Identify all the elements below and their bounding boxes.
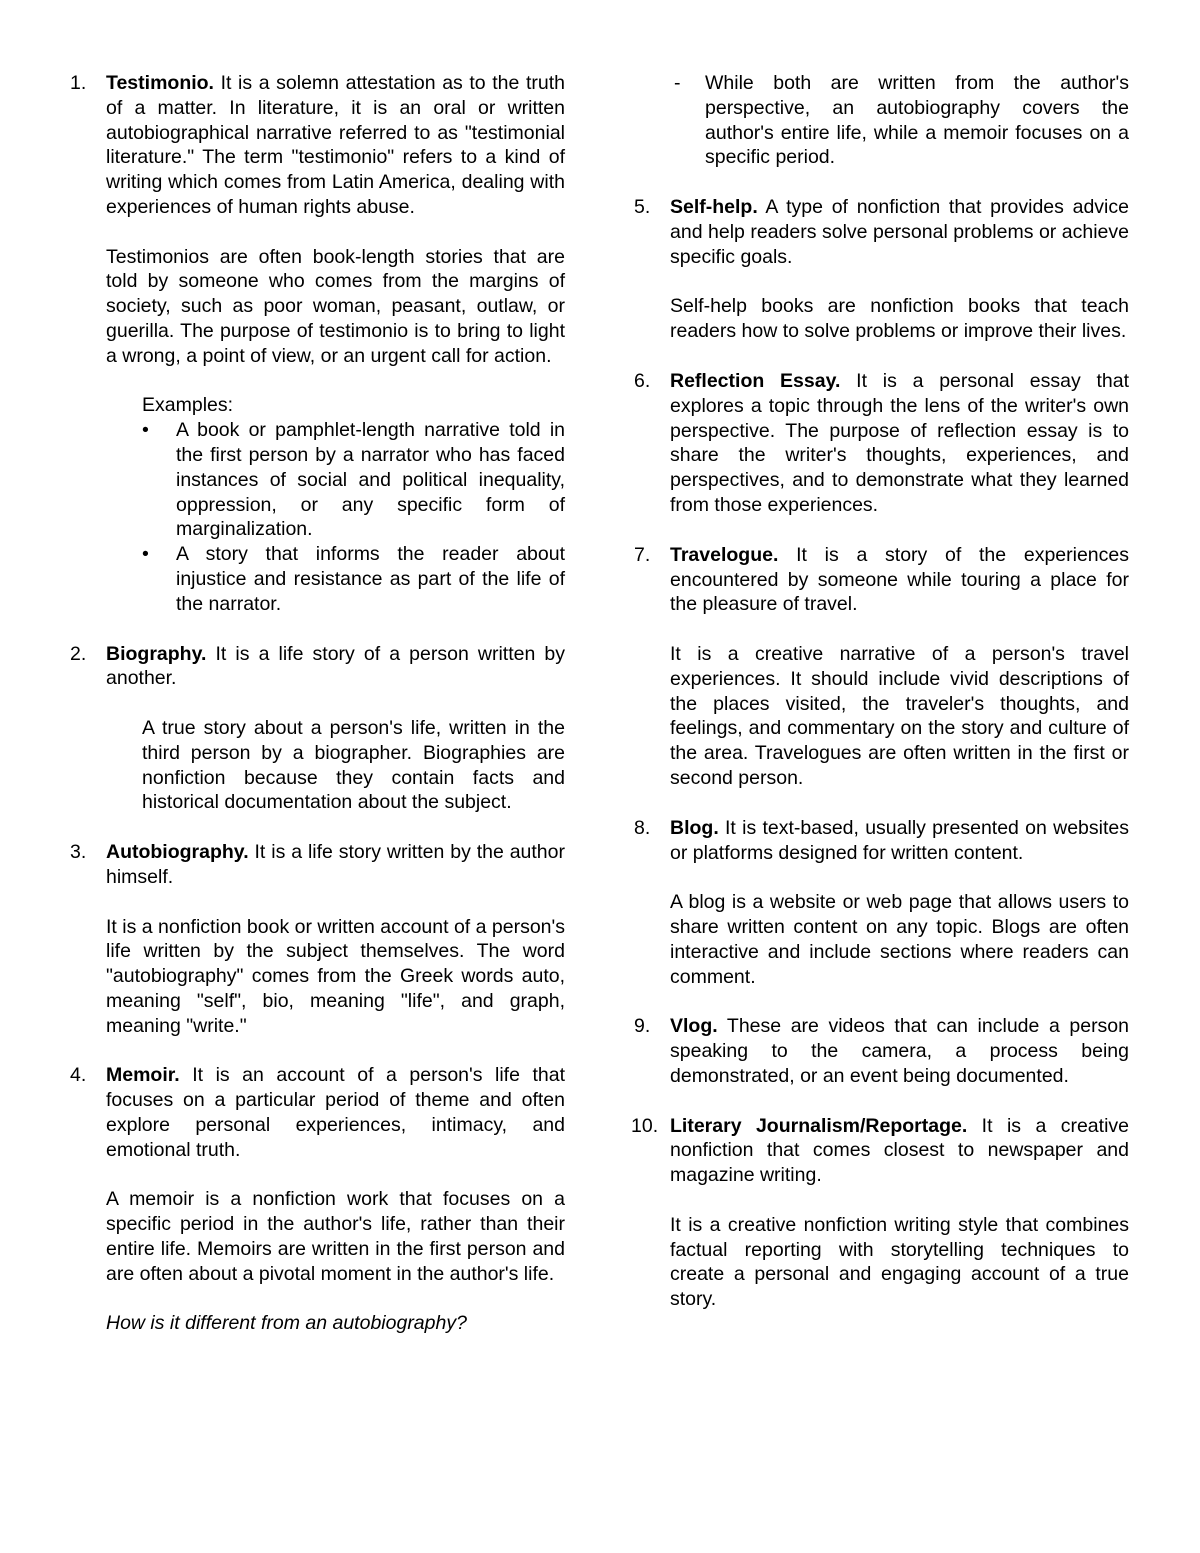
list-item-memoir	[70, 1063, 565, 1336]
item-term: Blog.	[670, 816, 719, 839]
examples-block	[106, 393, 565, 616]
item-definition	[106, 642, 565, 692]
bullet-icon: •	[142, 419, 149, 442]
item-number: 10.	[631, 1114, 659, 1137]
item-number: 2.	[70, 642, 87, 665]
list-item-blog	[634, 816, 1129, 990]
list-item-literary-journalism	[631, 1114, 1129, 1312]
list-item-testimonio	[70, 71, 565, 617]
item-term: Memoir.	[106, 1064, 180, 1087]
item-paragraph: Testimonios are often book-length stories that are told by someone who comes from the margins of society, such as poor woman, peasant, outlaw, or guerilla. The purpose of testimonio is to bring to light a wrong, a point of view, or an urgent call for action.	[106, 245, 565, 367]
item-number: 7.	[634, 543, 651, 566]
item-number: 4.	[70, 1064, 87, 1087]
item-definition	[106, 71, 565, 220]
item-paragraph: A blog is a website or web page that allows users to share written content on any topic. Blogs are often interactive and include sections where readers can comment.	[670, 891, 1129, 988]
item-definition	[106, 840, 565, 890]
item-term: Reflection Essay.	[670, 369, 841, 392]
bullet-icon: •	[142, 543, 149, 566]
item-def-text: It is an account of a person's life that focuses on a particular period of theme and often explore personal experiences, intimacy, and emotional truth.	[106, 1064, 565, 1161]
item-definition	[670, 369, 1129, 518]
question-text: How is it different from an autobiography?	[106, 1312, 467, 1335]
dash-marker: -	[674, 72, 681, 94]
item-paragraph: It is a nonfiction book or written account of a person's life written by the subject themselves. The word "autobiography" comes from the Greek words auto, meaning "self", bio, meaning "life", and graph, meaning "write."	[106, 915, 565, 1037]
list-item-travelogue	[634, 543, 1129, 791]
item-term: Autobiography.	[106, 841, 249, 864]
right-column	[631, 71, 1129, 1337]
memoir-answer	[634, 71, 1129, 170]
item-paragraph: A true story about a person's life, written in the third person by a biographer. Biographies are nonfiction because they contain facts and historical documentation about the subject.	[142, 716, 565, 814]
example-item: • A story that informs the reader about injustice and resistance as part of the life of the narrator.	[142, 543, 565, 615]
list-item-reflection-essay	[634, 369, 1129, 518]
item-paragraph: A memoir is a nonfiction work that focuses on a specific period in the author's life, rather than their entire life. Memoirs are written in the first person and are often about a pivotal moment in the author's life.	[106, 1188, 565, 1285]
item-def-text: It is a solemn attestation as to the truth of a matter. In literature, it is an oral or written autobiographical narrative referred to as "testimonial literature." The term "testimonio" refers to a kind of writing which comes from Latin America, dealing with experiences of human rights abuse.	[106, 72, 565, 218]
item-number: 5.	[634, 196, 651, 219]
item-def-text: It is a creative nonfiction that comes closest to newspaper and magazine writing.	[670, 1114, 1129, 1187]
item-number: 8.	[634, 816, 651, 839]
item-def-text: It is a life story of a person written by another.	[106, 642, 565, 690]
item-term: Vlog.	[670, 1015, 718, 1038]
item-def-text: It is text-based, usually presented on websites or platforms designed for written content.	[670, 816, 1129, 864]
item-number: 3.	[70, 841, 87, 864]
examples-list	[106, 418, 565, 616]
example-item: • A book or pamphlet-length narrative told in the first person by a narrator who has faced instances of social and political inequality, oppression, or any specific form of marginalization.	[142, 419, 565, 541]
item-term: Biography.	[106, 642, 207, 665]
item-paragraph: It is a creative narrative of a person's travel experiences. It should include vivid descriptions of the places visited, the traveler's thoughts, and feelings, and commentary on the story and culture of the area. Travelogues are often written in the first or second person.	[670, 642, 1129, 789]
item-def-text: These are videos that can include a person speaking to the camera, a process being demonstrated, or an event being documented.	[670, 1015, 1129, 1087]
left-column	[70, 71, 565, 1361]
item-term: Literary Journalism/Reportage.	[670, 1114, 968, 1137]
item-number: 9.	[634, 1015, 651, 1038]
item-def-text: It is a story of the experiences encountered by someone while touring a place for the pleasure of travel.	[670, 543, 1129, 616]
item-term: Travelogue.	[670, 543, 779, 566]
item-definition	[670, 195, 1129, 269]
item-definition	[670, 816, 1129, 866]
item-number: 1.	[70, 72, 87, 94]
item-definition	[670, 1114, 1129, 1188]
item-def-text: It is a life story written by the author himself.	[106, 841, 565, 888]
item-term: Self-help.	[670, 196, 758, 219]
list-item-self-help	[634, 195, 1129, 344]
list-item-biography	[70, 642, 565, 816]
item-paragraph: Self-help books are nonfiction books that teach readers how to solve problems or improve their lives.	[670, 295, 1129, 343]
item-number: 6.	[634, 369, 651, 392]
examples-label: Examples:	[142, 394, 234, 417]
item-def-text: A type of nonfiction that provides advice and help readers solve personal problems or achieve specific goals.	[670, 196, 1129, 268]
answer-text: While both are written from the author's perspective, an autobiography covers the author's entire life, while a memoir focuses on a specific period.	[705, 72, 1129, 169]
item-term: Testimonio.	[106, 72, 214, 94]
list-item-vlog	[634, 1014, 1129, 1088]
list-item-autobiography	[70, 840, 565, 1038]
item-definition	[106, 1063, 565, 1162]
item-definition	[670, 1014, 1129, 1088]
item-def-text: It is a personal essay that explores a topic through the lens of the writer's own perspective. The purpose of reflection essay is to share the writer's thoughts, experiences, and perspectives, and to demonstrate what they learned from those experiences.	[670, 369, 1129, 516]
item-definition	[670, 543, 1129, 617]
item-paragraph: It is a creative nonfiction writing style that combines factual reporting with storytelling techniques to create a personal and engaging account of a true story.	[670, 1213, 1129, 1311]
